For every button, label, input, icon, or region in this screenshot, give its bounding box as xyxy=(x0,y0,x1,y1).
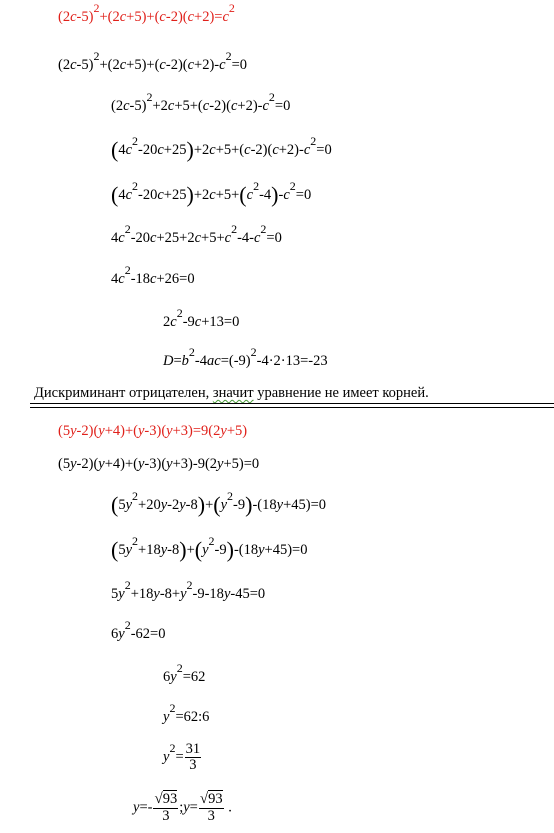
equation-step: $(2c-5)^2+(2c+5)+(c-2)(c+2)-c^2=0$ xyxy=(58,49,248,73)
equation-step: $(2c-5)^2+2c+5+(c-2)(c+2)-c^2=0$ xyxy=(111,90,291,114)
equation-step: $4c^2-18c+26=0$ xyxy=(111,263,195,287)
equation-step: $6y^2=62$ xyxy=(163,661,206,685)
roots-step: y=- $\frac{√93}{3}$ ;y= $\frac{√93}{3}$ . xyxy=(133,791,232,824)
equation-step: $(4c^2-20c+25)+2c+5+(c-2)(c+2)-c^2=0$ xyxy=(111,134,332,162)
conclusion-text: Дискриминант отрицателен, значит уравнение не имеет корней. xyxy=(34,385,429,401)
equation-step: $(5y^2+18y-8)+(y^2-9)-(18y+45)=0$ xyxy=(111,534,308,562)
equation-step: $y^2=62:6$ xyxy=(163,701,210,725)
discriminant-step: $D=b^2-4ac=(-9)^2-4\cdot 2\cdot 13=-23$ xyxy=(163,345,328,369)
equation-step: $4c^2-20c+25+2c+5+c^2-4-c^2=0$ xyxy=(111,222,282,246)
equation-step: $2c^2-9c+13=0$ xyxy=(163,306,240,330)
divider xyxy=(30,407,554,408)
equation-step: $5y^2+18y-8+y^2-9-18y-45=0$ xyxy=(111,578,266,602)
problem1-heading: $(2c-5)^2+(2c+5)+(c-2)(c+2)=c^2$ xyxy=(58,1,235,25)
divider xyxy=(30,403,554,404)
equation-step: $6y^2-62=0$ xyxy=(111,618,166,642)
problem2-heading: (5y-2)(y+4)+(y-3)(y+3)=9(2y+5) xyxy=(58,423,248,439)
equation-step: $(5y^2+20y-2y-8)+(y^2-9)-(18y+45)=0$ xyxy=(111,489,327,517)
equation-step: (5y-2)(y+4)+(y-3)(y+3)-9(2y+5)=0 xyxy=(58,456,260,472)
equation-step: $(4c^2-20c+25)+2c+5+(c^2-4)-c^2=0$ xyxy=(111,179,312,207)
fraction-step: $y^2=$ $\frac{31}{3}$ xyxy=(163,741,201,774)
